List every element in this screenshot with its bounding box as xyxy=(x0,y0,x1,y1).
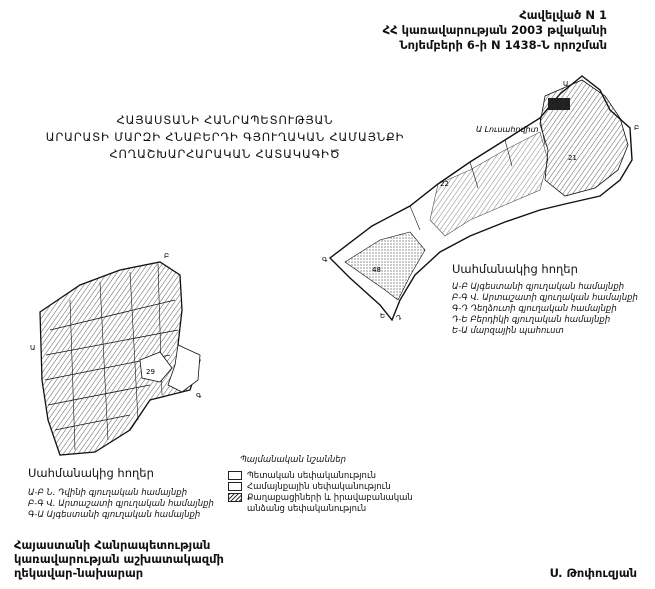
east-parcel-22: 22 xyxy=(440,180,449,188)
annex-line-3: Նոյեմբերի 6-ի N 1438-Ն որոշման xyxy=(399,38,607,52)
legend-left-heading: Սահմանակից հողեր xyxy=(28,466,154,480)
east-point-e: Ե xyxy=(380,312,386,320)
key-state-property xyxy=(228,471,413,482)
west-point-c: Գ xyxy=(196,392,202,400)
west-parcel-29: 29 xyxy=(146,368,155,376)
signature-line-2: կառավարության աշխատակազմի xyxy=(14,552,224,566)
west-point-b: Բ xyxy=(164,252,170,260)
legend-right-item-2: Բ-Գ Վ. Արտաշատի գյուղական համայնքի xyxy=(452,293,638,303)
key-private-swatch xyxy=(228,493,242,502)
signature-line-1: Հայաստանի Հանրապետության xyxy=(14,538,211,552)
east-point-b: Բ xyxy=(634,124,640,132)
east-point-c: Գ xyxy=(322,256,328,264)
legend-right-item-1: Ա-Բ Այգեստանի գյուղական համայնքի xyxy=(452,282,625,292)
map-key xyxy=(228,455,413,515)
key-private-property xyxy=(228,493,413,504)
east-parcel-48-area xyxy=(345,232,425,300)
key-community-label: Համայնքային սեփականություն xyxy=(247,482,391,492)
west-point-a: Ա xyxy=(30,344,36,352)
title-line-3: ՀՈՂԱՇԽԱՐՀԱՐԱԿԱՆ ՀԱՏԱԿԱԳԻԾ xyxy=(109,147,341,161)
east-parcel-21: 21 xyxy=(568,154,577,162)
east-parcel-48: 48 xyxy=(372,266,381,274)
legend-right-item-4: Դ-Ե Բերդիկի գյուղական համայնքի xyxy=(452,315,611,325)
key-private-label-1: Քաղաքացիների և իրավաբանական xyxy=(247,493,413,503)
east-point-a: Ա xyxy=(563,80,569,88)
west-territory xyxy=(40,262,200,455)
key-state-swatch xyxy=(228,471,242,480)
legend-right-item-5: Ե-Ա մարզային պահուստ xyxy=(452,326,564,336)
annex-line-2: ՀՀ կառավարության 2003 թվականի xyxy=(382,23,607,37)
east-place-label: Ա Լուսահովիտ xyxy=(476,125,539,134)
key-community-property xyxy=(228,482,413,493)
signature-line-3: ղեկավար-նախարար xyxy=(14,566,144,580)
legend-right-heading: Սահմանակից հողեր xyxy=(452,262,578,276)
legend-left-item-1: Ա-Բ Ն. Դվինի գյուղական համայնքի xyxy=(28,488,188,498)
title-line-1: ՀԱՅԱՍՏԱՆԻ ՀԱՆՐԱՊԵՏՈՒԹՅԱՆ xyxy=(116,113,334,127)
east-building xyxy=(548,98,570,110)
title-line-2: ԱՐԱՐԱՏԻ ՄԱՐԶԻ ՀՆԱԲԵՐԴԻ ԳՅՈՒՂԱԿԱՆ ՀԱՄԱՅՆՔԻ xyxy=(45,130,405,144)
key-private-label-2: անձանց սեփականություն xyxy=(247,504,367,514)
legend-left xyxy=(28,466,214,521)
annex-line-1: Հավելված N 1 xyxy=(519,8,607,22)
east-point-d: Դ xyxy=(396,314,402,322)
legend-left-item-3: Գ-Ա Այգեստանի գյուղական համայնքի xyxy=(28,510,201,520)
key-heading: Պայմանական նշաններ xyxy=(240,455,346,465)
signature-block xyxy=(14,538,224,580)
legend-right xyxy=(452,262,638,337)
legend-right-item-3: Գ-Դ Դեղձուտի գյուղական համայնքի xyxy=(452,304,617,314)
signatory-name: Ս. Թոփուզյան xyxy=(549,566,637,580)
legend-left-item-2: Բ-Գ Վ. Արտաշատի գյուղական համայնքի xyxy=(28,499,214,509)
key-state-label: Պետական սեփականություն xyxy=(247,471,377,481)
east-hatched-zone xyxy=(540,80,628,196)
